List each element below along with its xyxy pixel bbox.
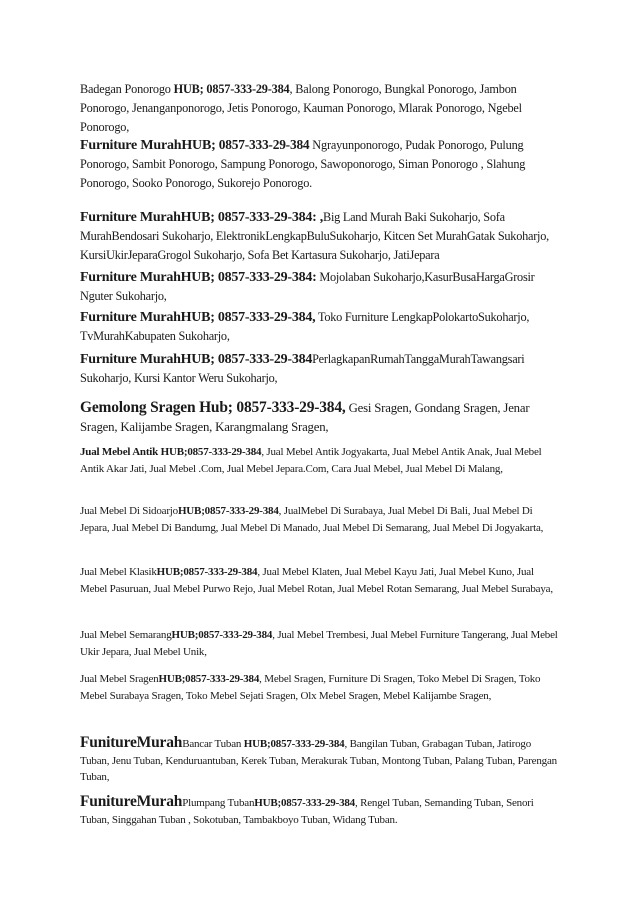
paragraph-text: Toko Furniture LengkapPolokartoSukoharjo, TvMurahKabupaten Sukoharjo, (80, 310, 530, 343)
paragraph-plumpang (80, 794, 560, 828)
paragraph-gemolong (80, 398, 560, 437)
paragraph-phone (80, 629, 272, 641)
phone-prefix: Jual Mebel Semarang (80, 629, 172, 641)
paragraph-lead: Gemolong Sragen Hub; 0857-333-29-384, (80, 399, 346, 416)
paragraph-text: Gesi Sragen, Gondang Sragen, Jenar Sragen, Kalijambe Sragen, Karangmalang Sragen, (80, 401, 530, 434)
paragraph-text: PerlagkapanRumahTanggaMurahTawangsari Sukoharjo, Kursi Kantor Weru Sukoharjo, (80, 352, 525, 385)
paragraph-phone: 0857-333-29-384 (215, 137, 310, 152)
paragraph-text: Big Land Murah Baki Sukoharjo, Sofa MurahBendosari Sukoharjo, ElektronikLengkapBuluSukoharjo, Kitcen Set MurahGatak Sukoharjo, KursiUkirJeparaGrogol Sukoharjo, Sofa Bet Kartasura Sukoharjo, JatiJepara (80, 210, 549, 262)
phone-prefix: Plumpang Tuban (182, 797, 255, 809)
paragraph-phone (80, 566, 257, 578)
phone-number: HUB;0857-333-29-384 (254, 797, 355, 809)
paragraph-text: , Mebel Sragen, Furniture Di Sragen, Toko Mebel Di Sragen, Toko Mebel Surabaya Sragen, Toko Mebel Sejati Sragen, Olx Mebel Sragen, Mebel Kalijambe Sragen, (80, 673, 541, 702)
paragraph-lead: Jual Mebel Antik HUB;0857-333-29-384 (80, 446, 262, 458)
phone-number: HUB;0857-333-29-384 (171, 629, 273, 641)
phone-number: HUB;0857-333-29-384 (158, 673, 260, 685)
paragraph-bancar (80, 735, 560, 786)
paragraph-text: , Rengel Tuban, Semanding Tuban, Senori Tuban, Singgahan Tuban , Sokotuban, Tambakboyo Tuban, Widang Tuban. (80, 797, 534, 826)
paragraph-mojolaban (80, 268, 560, 306)
paragraph-text: Ngrayunponorogo, Pudak Ponorogo, Pulung Ponorogo, Sambit Ponorogo, Sampung Ponorogo, Sawoponorogo, Siman Ponorogo , Slahung Ponorogo, Sooko Ponorogo, Sukorejo Ponorogo. (80, 138, 526, 190)
paragraph-badegan (80, 80, 560, 137)
paragraph-semarang (80, 627, 560, 660)
paragraph-phone (80, 82, 290, 96)
paragraph-text: , Jual Mebel Antik Jogyakarta, Jual Mebel Antik Anak, Jual Mebel Antik Akar Jati, Jual Mebel .Com, Jual Mebel Jepara.Com, Cara Jual Mebel, Jual Mebel Di Malang, (80, 446, 542, 475)
paragraph-phone (182, 797, 355, 809)
paragraph-klasik (80, 564, 560, 597)
paragraph-sragen (80, 671, 560, 704)
paragraph-lead: Furniture MurahHUB; (80, 138, 216, 153)
paragraph-lead: Furniture MurahHUB; 0857-333-29-384 (80, 352, 313, 367)
paragraph-lead: Furniture MurahHUB; 0857-333-29-384: (80, 270, 317, 285)
paragraph-lead: FunitureMurah (80, 734, 183, 751)
paragraph-phone (80, 673, 259, 685)
paragraph-baki (80, 208, 560, 265)
paragraph-phone (80, 505, 279, 517)
phone-prefix: Jual Mebel Klasik (80, 566, 157, 578)
phone-number: HUB; 0857-333-29-384 (173, 82, 290, 96)
phone-prefix: Badegan Ponorogo (80, 82, 174, 96)
phone-number: HUB;0857-333-29-384 (156, 566, 258, 578)
paragraph-sidoarjo (80, 503, 560, 536)
paragraph-lead: FunitureMurah (80, 793, 183, 810)
paragraph-polokarto (80, 308, 560, 346)
phone-prefix: Jual Mebel Di Sidoarjo (80, 505, 178, 517)
paragraph-lead: Furniture MurahHUB; 0857-333-29-384: , (80, 210, 323, 225)
phone-prefix: Jual Mebel Sragen (80, 673, 159, 685)
paragraph-text: Mojolaban Sukoharjo,KasurBusaHargaGrosir Nguter Sukoharjo, (80, 270, 535, 303)
paragraph-ngrayun (80, 135, 560, 193)
paragraph-text: , Bangilan Tuban, Grabagan Tuban, Jatirogo Tuban, Jenu Tuban, Kenduruantuban, Kerek Tuban, Merakurak Tuban, Montong Tuban, Palang Tuban, Parengan Tuban, (80, 738, 557, 783)
paragraph-text: , Jual Mebel Klaten, Jual Mebel Kayu Jati, Jual Mebel Kuno, Jual Mebel Pasuruan, Jual Mebel Purwo Rejo, Jual Mebel Rotan, Jual Mebel Rotan Semarang, Jual Mebel Surabaya, (80, 566, 553, 595)
paragraph-text: , JualMebel Di Surabaya, Jual Mebel Di Bali, Jual Mebel Di Jepara, Jual Mebel Di Bandumg, Jual Mebel Di Manado, Jual Mebel Di Semarang, Jual Mebel Di Jogyakarta, (80, 505, 544, 534)
paragraph-tawangsari (80, 350, 560, 388)
phone-prefix: Bancar Tuban (182, 738, 244, 750)
paragraph-mebel-antik (80, 444, 560, 477)
paragraph-lead: Furniture MurahHUB; 0857-333-29-384, (80, 310, 316, 325)
paragraph-text: , Jual Mebel Trembesi, Jual Mebel Furniture Tangerang, Jual Mebel Ukir Jepara, Jual Mebel Unik, (80, 629, 558, 658)
paragraph-phone (182, 738, 344, 750)
phone-number: HUB;0857-333-29-384 (177, 505, 279, 517)
phone-number: HUB;0857-333-29-384 (243, 738, 345, 750)
paragraph-text: , Balong Ponorogo, Bungkal Ponorogo, Jambon Ponorogo, Jenanganponorogo, Jetis Ponorogo, Kauman Ponorogo, Mlarak Ponorogo, Ngebel Ponorogo, (80, 82, 522, 134)
